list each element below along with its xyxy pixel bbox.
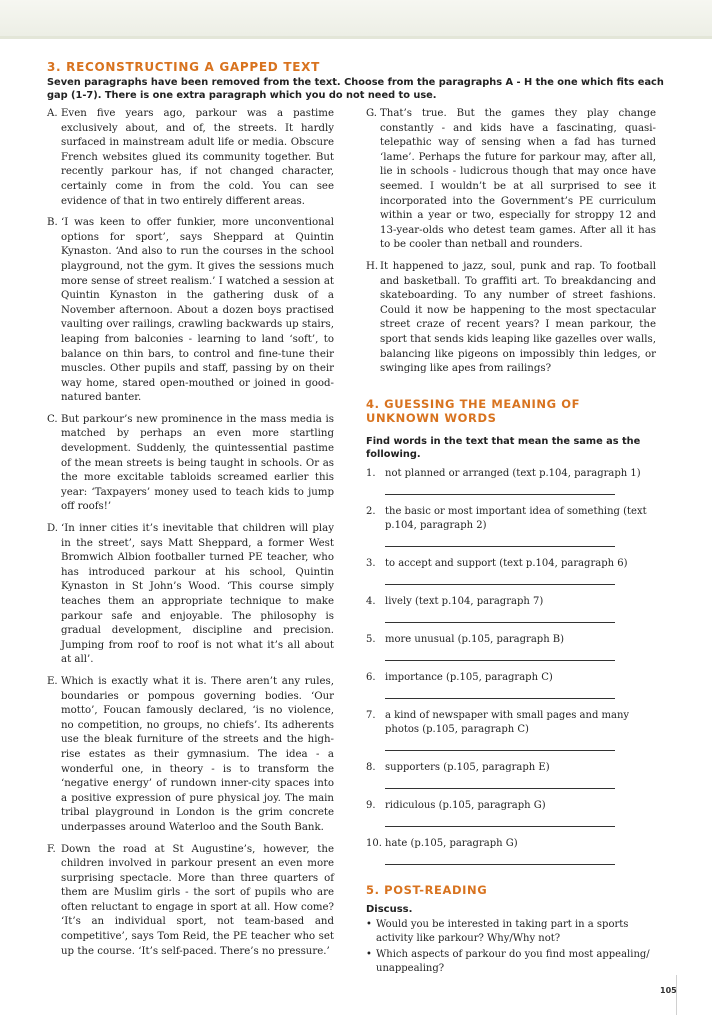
vocab-item (366, 709, 656, 737)
paragraph-letter: G. (366, 108, 378, 119)
vocab-prompt: the basic or most important idea of something (text p.104, paragraph 2) (385, 505, 647, 531)
paragraph-letter: C. (47, 413, 58, 425)
answer-line[interactable] (385, 494, 615, 495)
paragraph-a (47, 107, 334, 209)
vocab-prompt: not planned or arranged (text p.104, paragraph 1) (385, 467, 641, 479)
vocab-number: 8. (366, 761, 376, 773)
paragraph-text: ‘In inner cities it’s inevitable that children will play in the street’, says Matt Sheppard, a former West Bromwich Albion footballer turned PE teacher, who has introduced parkour at his school, Quintin Kynaston in St John’s Wood. ‘This course simply teaches them an appropriate technique to make parkour safe and enjoyable. The philosophy is gradual development, discipline and precision. Jumping from roof to roof is not what it’s all about at all’. (61, 523, 334, 666)
section-4-instructions: Find words in the text that mean the same as the following. (366, 435, 641, 460)
answer-line[interactable] (385, 826, 615, 827)
paragraph-c (47, 413, 334, 515)
answer-line[interactable] (385, 750, 615, 751)
paragraph-text: ‘I was keen to offer funkier, more unconventional options for sport’, says Sheppard at Quintin Kynaston. ‘And also to run the courses in the school playground, not the gym. It gives the sessions much more sense of street realism.’ I watched a session at Quintin Kynaston in the gathering dusk of a November afternoon. About a dozen boys practised vaulting over railings, crawling backwards up stairs, leaping from balconies - learning to land ‘soft’, to balance on thin bars, to control and fine-tune their muscles. Other pupils and staff, passing by on their way home, stared open-mouthed or joined in good-natured banter. (61, 217, 334, 404)
vocab-number: 10. (366, 837, 382, 849)
answer-line[interactable] (385, 698, 615, 699)
vocab-prompt: lively (text p.104, paragraph 7) (385, 595, 544, 607)
vocab-item (366, 799, 656, 813)
vocab-item (366, 837, 656, 851)
paragraph-text: It happened to jazz, soul, punk and rap. To football and basketball. To graffiti art. To breakdancing and skateboarding. To any number of street fashions. Could it now be happening to the most spectacular street craze of recent years? I mean parkour, the sport that sends kids leaping like gazelles over walls, balancing like pigeons on impossibly thin ledges, or swinging like apes from railings? (380, 260, 656, 375)
vocab-item (366, 467, 656, 481)
paragraph-letter: H. (366, 260, 379, 272)
section-3-instructions: Seven paragraphs have been removed from the text. Choose from the paragraphs A - H the one which fits each gap (1-7). There is one extra paragraph which you do not need to use. (47, 77, 664, 101)
vocab-prompt: ridiculous (p.105, paragraph G) (385, 799, 546, 811)
header-divider (0, 36, 712, 39)
vocab-item (366, 633, 656, 647)
vocab-number: 1. (366, 467, 376, 479)
vocab-prompt: more unusual (p.105, paragraph B) (385, 633, 565, 645)
paragraph-text: That’s true. But the games they play change constantly - and kids have a fascinating, quasi-telepathic way of sensing when a fad has turned ‘lame’. Perhaps the future for parkour may, after all, lie in schools - ludicrous though that may once have seemed. I wouldn’t be at all surprised to see it incorporated into the Government’s PE curriculum within a year or two, especially for stroppy 12 and 13-year-olds who detest team games. After all it has to be cooler than netball and rounders. (380, 108, 656, 251)
paragraph-d (47, 522, 334, 668)
right-column (366, 107, 656, 978)
paragraph-g (366, 107, 656, 253)
vocab-item (366, 505, 656, 533)
paragraph-letter: B. (47, 217, 58, 229)
vocab-number: 6. (366, 671, 376, 683)
discussion-text: Would you be interested in taking part in a sports activity like parkour? Why/Why not? (376, 918, 629, 944)
vocab-prompt: a kind of newspaper with small pages and many photos (p.105, paragraph C) (385, 709, 630, 735)
paragraph-letter: D. (47, 523, 59, 535)
vocab-prompt: supporters (p.105, paragraph E) (385, 761, 550, 773)
vocab-prompt: to accept and support (text p.104, paragraph 6) (385, 557, 628, 569)
answer-line[interactable] (385, 622, 615, 623)
section-5-title: 5. POST-READING (366, 882, 488, 897)
discussion-question (366, 918, 656, 946)
vocab-number: 2. (366, 505, 376, 517)
vocab-item (366, 671, 656, 685)
vocab-prompt: hate (p.105, paragraph G) (385, 837, 518, 849)
answer-line[interactable] (385, 788, 615, 789)
answer-line[interactable] (385, 546, 615, 547)
paragraph-h (366, 260, 656, 377)
paragraph-letter: F. (47, 843, 56, 855)
paragraph-text: Even five years ago, parkour was a pastime exclusively about, and of, the streets. It hardly surfaced in mainstream adult life or media. Obscure French websites glued its community together. But recently parkour has, if not changed character, certainly come in from the cold. You can see evidence of that in two entirely different areas. (61, 108, 334, 207)
answer-line[interactable] (385, 584, 615, 585)
paragraph-e (47, 675, 334, 836)
vocab-item (366, 761, 656, 775)
vocab-item (366, 557, 656, 571)
bullet-icon: • (366, 948, 372, 960)
vocab-prompt: importance (p.105, paragraph C) (385, 671, 553, 683)
section-3-title: 3. RECONSTRUCTING A GAPPED TEXT (47, 60, 320, 74)
page-number: 105 (660, 986, 677, 995)
page-edge-rule (676, 975, 677, 1015)
answer-line[interactable] (385, 864, 615, 865)
vocab-number: 7. (366, 709, 376, 721)
bullet-icon: • (366, 918, 372, 930)
header-band (0, 0, 712, 39)
left-column (47, 107, 334, 966)
paragraph-text: Down the road at St Augustine’s, however, the children involved in parkour present an even more surprising spectacle. More than three quarters of them are Muslim girls - the sort of pupils who are often reluctant to engage in sport at all. How come? ‘It’s an individual sport, not team-based and competitive’, says Tom Reid, the PE teacher who set up the course. ‘It’s self-paced. There’s no pressure.’ (61, 843, 334, 957)
discussion-question (366, 948, 656, 976)
vocab-item (366, 595, 656, 609)
discuss-label: Discuss. (366, 903, 413, 915)
paragraph-letter: A. (47, 108, 58, 119)
vocab-list (366, 467, 656, 865)
vocab-number: 5. (366, 633, 376, 645)
paragraph-b (47, 216, 334, 406)
discussion-text: Which aspects of parkour do you find most appealing/ unappealing? (376, 948, 650, 974)
vocab-number: 3. (366, 557, 376, 569)
answer-line[interactable] (385, 660, 615, 661)
paragraph-letter: E. (47, 675, 58, 687)
paragraph-text: Which is exactly what it is. There aren’t any rules, boundaries or pompous governing bodies. ‘Our motto’, Foucan famously declared, ‘is no violence, no competition, no groups, no chiefs’. Its adherents use the bleak furniture of the streets and the high-rise estates as their gymnasium. The idea - a wonderful one, in theory - is to transform the ‘negative energy’ of rundown inner-city spaces into a positive expression of pure physical joy. The main tribal playground in London is the grim concrete underpasses around Waterloo and the South Bank. (61, 675, 334, 833)
section-4-title: 4. GUESSING THE MEANING OF UNKNOWN WORDS (366, 396, 581, 425)
vocab-number: 4. (366, 595, 376, 607)
paragraph-text: But parkour’s new prominence in the mass media is matched by perhaps an even more startling development. Suddenly, the quintessential pastime of the mean streets is being taught in schools. Or as the more excitable tabloids screamed earlier this year: ‘Taxpayers’ money used to teach kids to jump off roofs!’ (61, 413, 334, 513)
vocab-number: 9. (366, 799, 376, 811)
paragraph-f (47, 843, 334, 960)
